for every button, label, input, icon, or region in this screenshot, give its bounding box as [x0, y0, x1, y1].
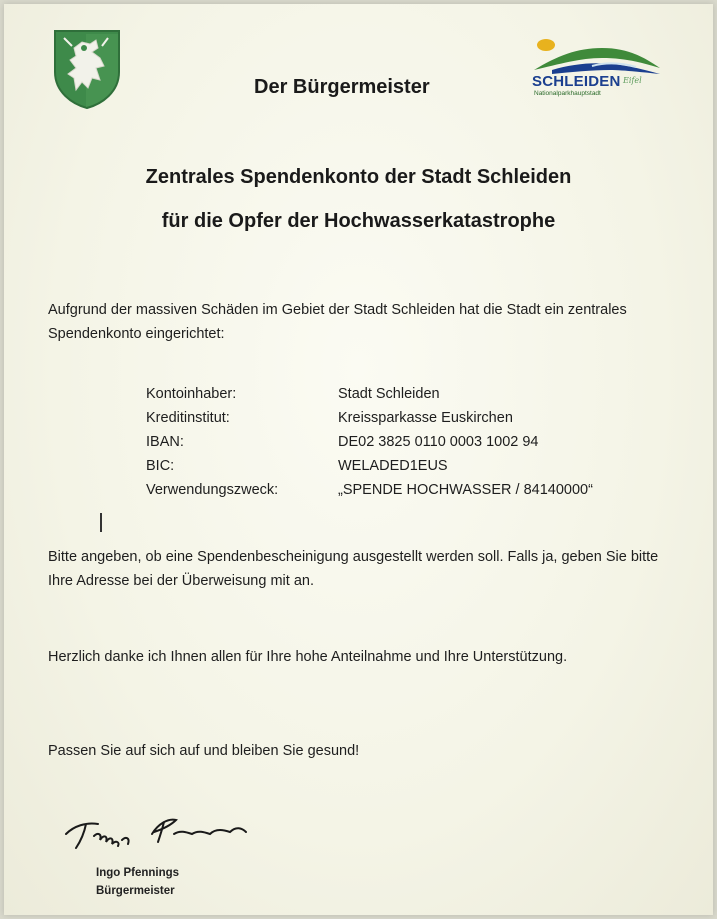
receipt-note-paragraph: Bitte angeben, ob eine Spendenbescheinigung ausgestellt werden soll. Falls ja, geben Sie bitte Ihre Adresse bei der Überweisung mit an. [48, 549, 659, 589]
coat-of-arms-icon [52, 28, 122, 110]
account-label: BIC: [146, 458, 175, 474]
signer-block [96, 864, 179, 900]
logo-subtitle: Nationalparkhauptstadt [534, 90, 601, 97]
closing-paragraph: Passen Sie auf sich auf und bleiben Sie gesund! [48, 743, 360, 759]
account-value: „SPENDE HOCHWASSER / 84140000“ [338, 482, 593, 498]
account-value: WELADED1EUS [338, 458, 448, 474]
logo-wordmark: SCHLEIDEN [532, 73, 621, 90]
signer-role: Bürgermeister [96, 885, 175, 897]
thanks-paragraph: Herzlich danke ich Ihnen allen für Ihre hohe Anteilnahme und Ihre Unterstützung. [48, 649, 568, 665]
signer-name: Ingo Pfennings [96, 867, 180, 879]
account-label: Kontoinhaber: [146, 386, 237, 402]
account-label: IBAN: [146, 434, 184, 450]
account-value: DE02 3825 0110 0003 1002 94 [338, 434, 539, 450]
letter-page [4, 4, 713, 915]
account-value: Kreissparkasse Euskirchen [338, 410, 513, 426]
document-title-line-1: Zentrales Spendenkonto der Stadt Schleiden [145, 166, 572, 188]
landscape-logo-icon [532, 36, 662, 76]
account-value: Stadt Schleiden [338, 386, 440, 402]
logo-script-text: Eifel [623, 76, 642, 85]
letterhead-heading: Der Bürgermeister [254, 76, 430, 98]
account-label: Verwendungszweck: [146, 482, 279, 498]
document-title-line-2: für die Opfer der Hochwasserkatastrophe [161, 210, 556, 232]
intro-paragraph: Aufgrund der massiven Schäden im Gebiet der Stadt Schleiden hat die Stadt ein zentrales Spendenkonto eingerichtet: [48, 302, 627, 342]
account-label: Kreditinstitut: [146, 410, 230, 426]
handwritten-signature [64, 804, 264, 854]
schleiden-logo [532, 36, 662, 108]
text-cursor [100, 513, 102, 532]
